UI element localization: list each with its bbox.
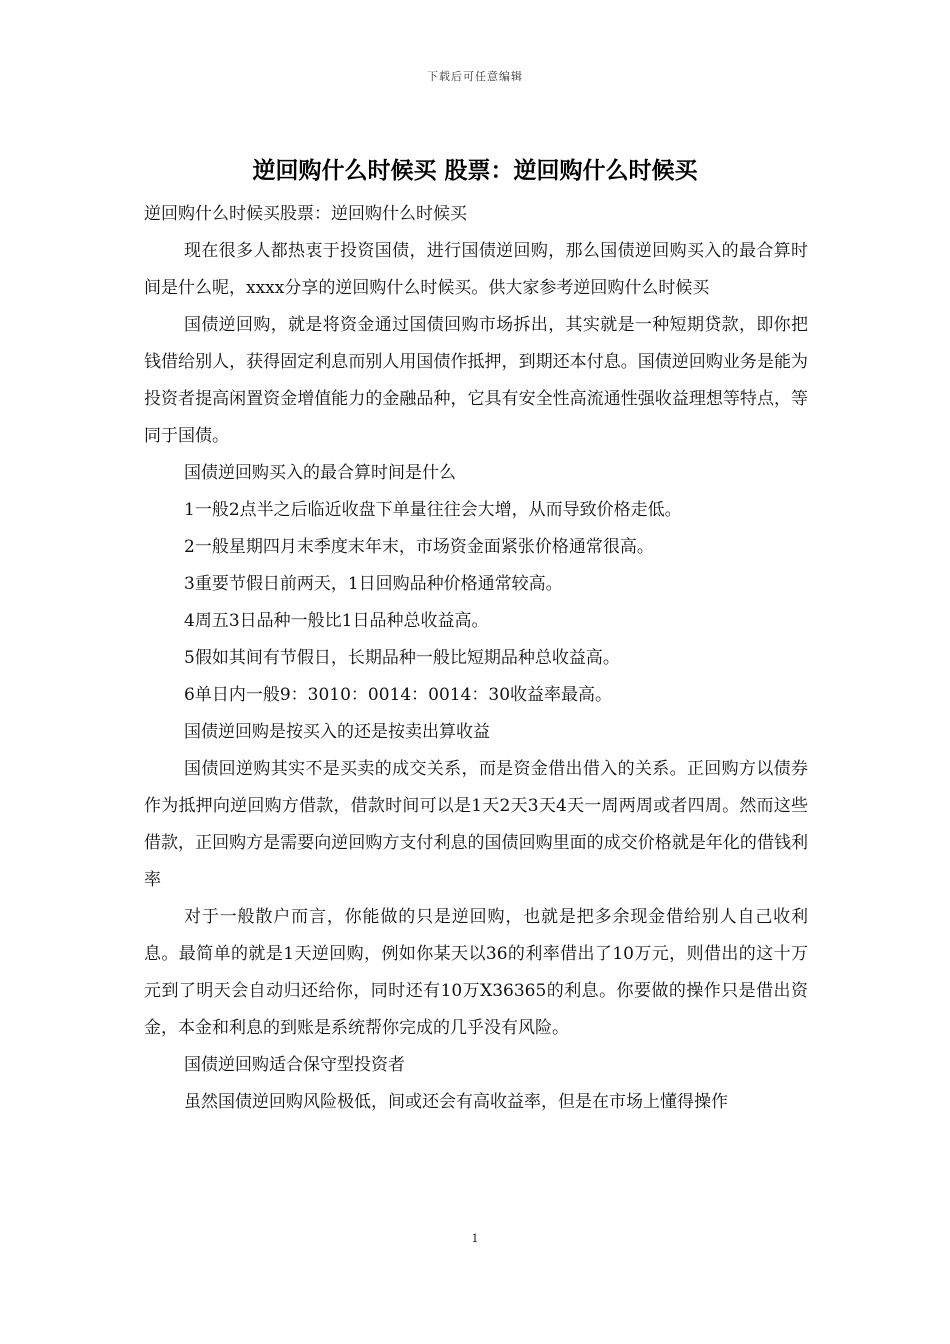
paragraph-intro: 现在很多人都热衷于投资国债，进行国债逆回购，那么国债逆回购买入的最合算时间是什么呢，xxxx分享的逆回购什么时候买。供大家参考逆回购什么时候买 — [144, 241, 808, 298]
document-body — [144, 196, 808, 1121]
document-subtitle: 逆回购什么时候买股票：逆回购什么时候买 — [144, 204, 467, 224]
paragraph-retail-investors: 对于一般散户而言，你能做的只是逆回购，也就是把多余现金借给别人自己收利息。最简单的就是1天逆回购，例如你某天以36的利率借出了10万元，则借出的这十万元到了明天会自动归还给你，同时还有10万X36365的利息。你要做的操作只是借出资金，本金和利息的到账是系统帮你完成的几乎没有风险。 — [144, 907, 808, 1038]
section-heading-conservative: 国债逆回购适合保守型投资者 — [184, 1055, 405, 1075]
paragraph-definition: 国债逆回购，就是将资金通过国债回购市场拆出，其实就是一种短期贷款，即你把钱借给别人，获得固定利息而别人用国债作抵押，到期还本付息。国债逆回购业务是能为投资者提高闲置资金增值能力的金融品种，它具有安全性高流通性强收益理想等特点，等同于国债。 — [144, 315, 808, 446]
list-item-4: 4周五3日品种一般比1日品种总收益高。 — [184, 611, 489, 631]
section-heading-yield: 国债逆回购是按买入的还是按卖出算收益 — [184, 722, 490, 742]
paragraph-risk: 虽然国债逆回购风险极低，间或还会有高收益率，但是在市场上懂得操作 — [184, 1092, 728, 1112]
list-item-6: 6单日内一般9：3010：0014：0014：30收益率最高。 — [184, 685, 613, 705]
paragraph-relationship: 国债回逆购其实不是买卖的成交关系，而是资金借出借入的关系。正回购方以债券作为抵押向逆回购方借款，借款时间可以是1天2天3天4天一周两周或者四周。然而这些借款，正回购方是需要向逆回购方支付利息的国债回购里面的成交价格就是年化的借钱利率 — [144, 759, 808, 890]
list-item-3: 3重要节假日前两天，1日回购品种价格通常较高。 — [184, 574, 563, 594]
section-heading-best-time: 国债逆回购买入的最合算时间是什么 — [184, 463, 456, 483]
list-item-1: 1一般2点半之后临近收盘下单量往往会大增，从而导致价格走低。 — [184, 500, 682, 520]
list-item-2: 2一般星期四月末季度末年末，市场资金面紧张价格通常很高。 — [184, 537, 654, 557]
document-title: 逆回购什么时候买 股票：逆回购什么时候买 — [252, 158, 698, 184]
page-header-note: 下载后可任意编辑 — [427, 70, 523, 83]
list-item-5: 5假如其间有节假日，长期品种一般比短期品种总收益高。 — [184, 648, 620, 668]
page-number: 1 — [471, 1232, 479, 1245]
